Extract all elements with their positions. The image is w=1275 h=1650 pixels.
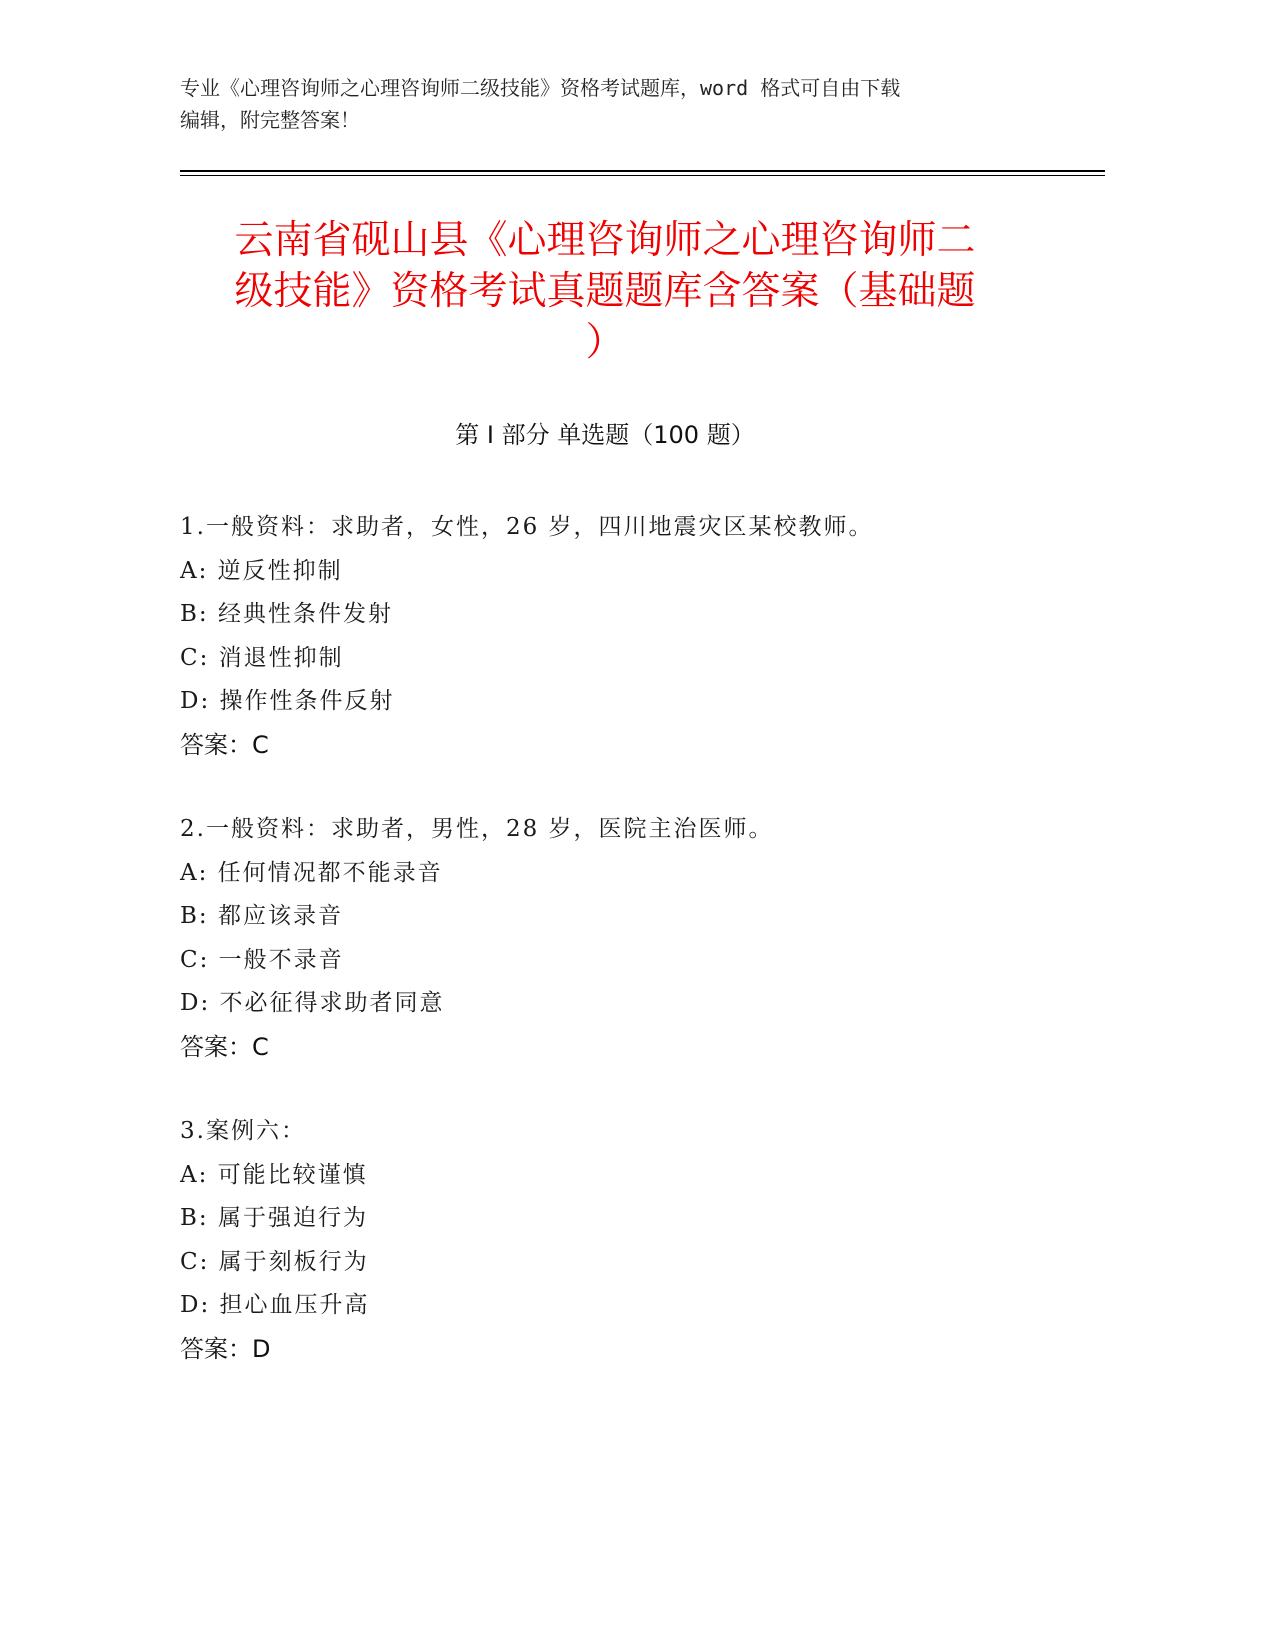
document-title [180,215,1030,368]
document-title-line-2: 级技能》资格考试真题题库含答案（基础题 [234,269,976,314]
option-c: C: 属于刻板行为 [180,1248,369,1275]
option-b: B: 经典性条件发射 [180,601,393,627]
header-note-line-2: 编辑，附完整答案！ [180,108,360,132]
option-c: C: 一般不录音 [180,946,344,973]
question-list [180,506,1080,1412]
document-title-line-1: 云南省砚山县《心理咨询师之心理咨询师二 [234,218,976,263]
header-note-line-1: 专业《心理咨询师之心理咨询师二级技能》资格考试题库，word 格式可自由下载 [180,76,901,100]
document-title-line-3: ） [585,320,625,365]
option-b: B: 属于强迫行为 [180,1205,368,1231]
option-a: A: 可能比较谨慎 [180,1161,368,1188]
option-a: A: 逆反性抑制 [180,557,343,584]
section-heading: 第 I 部分 单选题（100 题） [455,421,755,449]
question-item [180,1110,1080,1371]
question-item [180,506,1080,767]
header-divider-thin [180,175,1105,176]
option-d: D: 不必征得求助者同意 [180,990,445,1016]
option-d: D: 担心血压升高 [180,1292,370,1318]
option-b: B: 都应该录音 [180,903,343,929]
header-note [180,72,1040,136]
option-d: D: 操作性条件反射 [180,688,395,714]
question-stem: 2.一般资料：求助者，男性，28 岁，医院主治医师。 [180,816,774,842]
option-a: A: 任何情况都不能录音 [180,859,443,886]
answer-line: 答案：C [180,1032,269,1061]
header-divider-thick [180,170,1105,172]
question-item [180,808,1080,1069]
answer-line: 答案：D [180,1334,271,1363]
answer-line: 答案：C [180,730,269,759]
question-stem: 3.案例六： [180,1118,306,1144]
question-stem: 1.一般资料：求助者，女性，26 岁，四川地震灾区某校教师。 [180,514,874,540]
option-c: C: 消退性抑制 [180,644,344,671]
